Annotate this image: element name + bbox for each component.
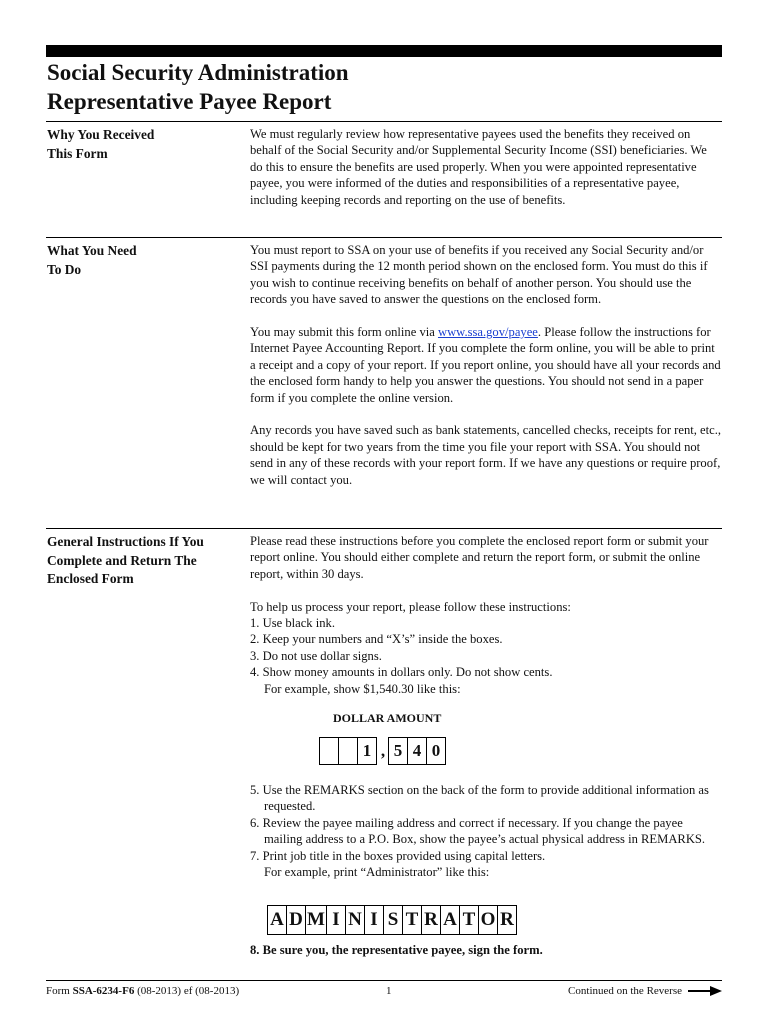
digit-box: 1 [357, 737, 377, 765]
paragraph: To help us process your report, please follow these instructions: [250, 599, 571, 614]
continued-note [568, 985, 722, 997]
letter-box: R [497, 905, 517, 935]
paragraph-online [250, 324, 722, 406]
job-title-example [268, 905, 517, 935]
label-line: To Do [47, 261, 82, 277]
letter-box: A [267, 905, 287, 935]
label-line: Complete and Return The [47, 552, 197, 568]
instruction-item-bold: 8. Be sure you, the representative payee, sign the form. [250, 943, 543, 957]
label-line: Enclosed Form [47, 571, 134, 586]
digit-box: 5 [388, 737, 408, 765]
comma-separator: , [380, 741, 386, 760]
instruction-example: For example, print “Administrator” like this: [264, 865, 490, 880]
page-title [47, 58, 349, 116]
section-need [46, 237, 722, 528]
instruction-item-8 [250, 943, 543, 958]
label-line: Why You Received [47, 127, 155, 142]
instruction-item: 4. Show money amounts in dollars only. Do not show cents. [250, 665, 553, 680]
digit-box: 0 [426, 737, 446, 765]
digit-box [319, 737, 339, 765]
paragraph: Please read these instructions before you complete the enclosed report form or submit your report online. You should either complete and return the report form, or submit the online report, within 30 days. [250, 534, 709, 581]
text: . Please follow the instructions for Internet Payee Accounting Report. If you complete the form online, you will be able to print a receipt and a copy of your report. If you report online, you should have all your records and the enclosed form handy to help you answer the questions. You should not send in a paper form if you complete the online version. [250, 325, 721, 405]
letter-box: S [383, 905, 403, 935]
instruction-example: For example, show $1,540.30 like this: [264, 681, 461, 696]
arrow-right-icon [688, 986, 722, 996]
instruction-item: 5. Use the REMARKS section on the back of the form to provide additional information as requested. [250, 783, 709, 814]
page-number: 1 [386, 985, 392, 997]
letter-box: T [402, 905, 422, 935]
letter-box: D [286, 905, 306, 935]
letter-box: I [326, 905, 346, 935]
label-line: General Instructions If You [47, 534, 204, 549]
label-line: This Form [47, 145, 108, 161]
title-line-1: Social Security Administration [47, 60, 349, 85]
paragraph: You must report to SSA on your use of benefits if you received any Social Security and/or SSI payments during the 12 month period shown on the enclosed form. You must do this if you wish to continue receiving benefits on behalf of another person. You should use the records you have saved to answer the questions on the enclosed form. [250, 243, 708, 307]
ssa-payee-link[interactable]: www.ssa.gov/payee [437, 325, 538, 340]
section-why-body [250, 126, 722, 208]
digit-box [338, 737, 358, 765]
section-why [46, 121, 722, 232]
label-line: What You Need [47, 243, 137, 258]
instruction-item: 2. Keep your numbers and “X’s” inside the boxes. [250, 632, 503, 647]
section-need-body [250, 242, 722, 488]
letter-box: I [364, 905, 384, 935]
letter-box: R [421, 905, 441, 935]
letter-box: O [478, 905, 498, 935]
letter-box: T [459, 905, 479, 935]
section-general-label [47, 533, 237, 589]
form-number [46, 985, 239, 997]
text: You may submit this form online via [250, 325, 438, 340]
page-footer [46, 980, 722, 997]
digit-box: 4 [407, 737, 427, 765]
dollar-amount-label: DOLLAR AMOUNT [333, 711, 442, 725]
instruction-item: 7. Print job title in the boxes provided using capital letters. [250, 848, 546, 863]
paragraph: Any records you have saved such as bank statements, cancelled checks, receipts for rent, etc., should be kept for two years from the time you file your report with SSA. You should not send in any of these records with your report form. If we have any questions or require proof, we will contact you. [250, 423, 722, 487]
instruction-item: 1. Use black ink. [250, 616, 335, 631]
dollar-amount-example [320, 737, 446, 765]
continued-text: Continued on the Reverse [568, 985, 682, 997]
section-need-label [47, 242, 237, 279]
instruction-item: 3. Do not use dollar signs. [250, 648, 382, 663]
top-rule [46, 45, 722, 57]
letter-box: M [305, 905, 327, 935]
text: (08-2013) ef (08-2013) [134, 985, 240, 997]
section-why-label [47, 126, 237, 163]
letter-box: A [440, 905, 460, 935]
form-id: SSA-6234-F6 [72, 985, 135, 997]
letter-box: N [345, 905, 365, 935]
instruction-item: 6. Review the payee mailing address and correct if necessary. If you change the payee mailing address to a P.O. Box, show the payee’s actual physical address in REMARKS. [250, 815, 706, 847]
title-line-2: Representative Payee Report [47, 89, 332, 114]
paragraph: We must regularly review how representative payees used the benefits they received on behalf of the Social Security and/or Supplemental Security Income (SSI) beneficiaries. We do this to ensure the benefits are used properly. When you were appointed representative payee, you were informed of the duties and responsibilities of a representative payee, including keeping records and reporting on the use of benefits. [250, 127, 707, 207]
text: Form [46, 985, 73, 997]
section-general-body [250, 533, 722, 880]
